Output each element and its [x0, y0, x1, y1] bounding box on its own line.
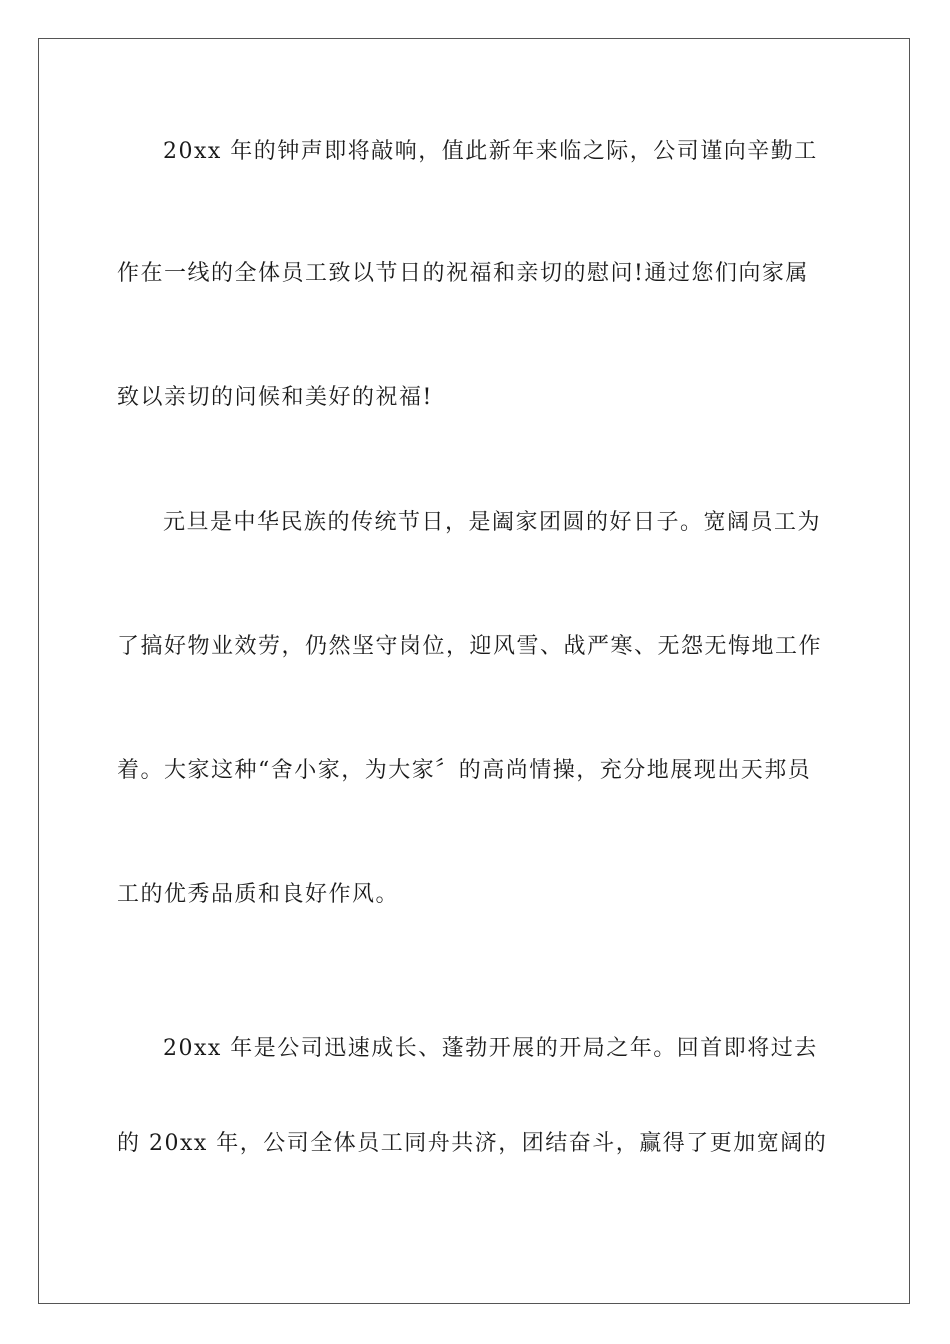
page-frame — [38, 38, 910, 1304]
paragraph-2-line-2: 了搞好物业效劳，仍然坚守岗位，迎风雪、战严寒、无怨无悔地工作 — [117, 634, 823, 659]
paragraph-2-line-4: 工的优秀品质和良好作风。 — [117, 882, 400, 907]
paragraph-3-line-2: 的 20xx 年，公司全体员工同舟共济，团结奋斗，赢得了更加宽阔的 — [117, 1131, 828, 1156]
paragraph-3-line-1: 20xx 年是公司迅速成长、蓬勃开展的开局之年。回首即将过去 — [163, 1036, 818, 1061]
paragraph-1-line-1: 20xx 年的钟声即将敲响，值此新年来临之际，公司谨向辛勤工 — [163, 139, 818, 164]
paragraph-2-line-1: 元旦是中华民族的传统节日，是阖家团圆的好日子。宽阔员工为 — [163, 510, 822, 535]
paragraph-1-line-2: 作在一线的全体员工致以节日的祝福和亲切的慰问!通过您们向家属 — [117, 261, 809, 286]
paragraph-1-line-3: 致以亲切的问候和美好的祝福! — [117, 385, 433, 410]
paragraph-2-line-3: 着。大家这种“舍小家，为大家〞的高尚情操，充分地展现出天邦员 — [117, 758, 812, 783]
